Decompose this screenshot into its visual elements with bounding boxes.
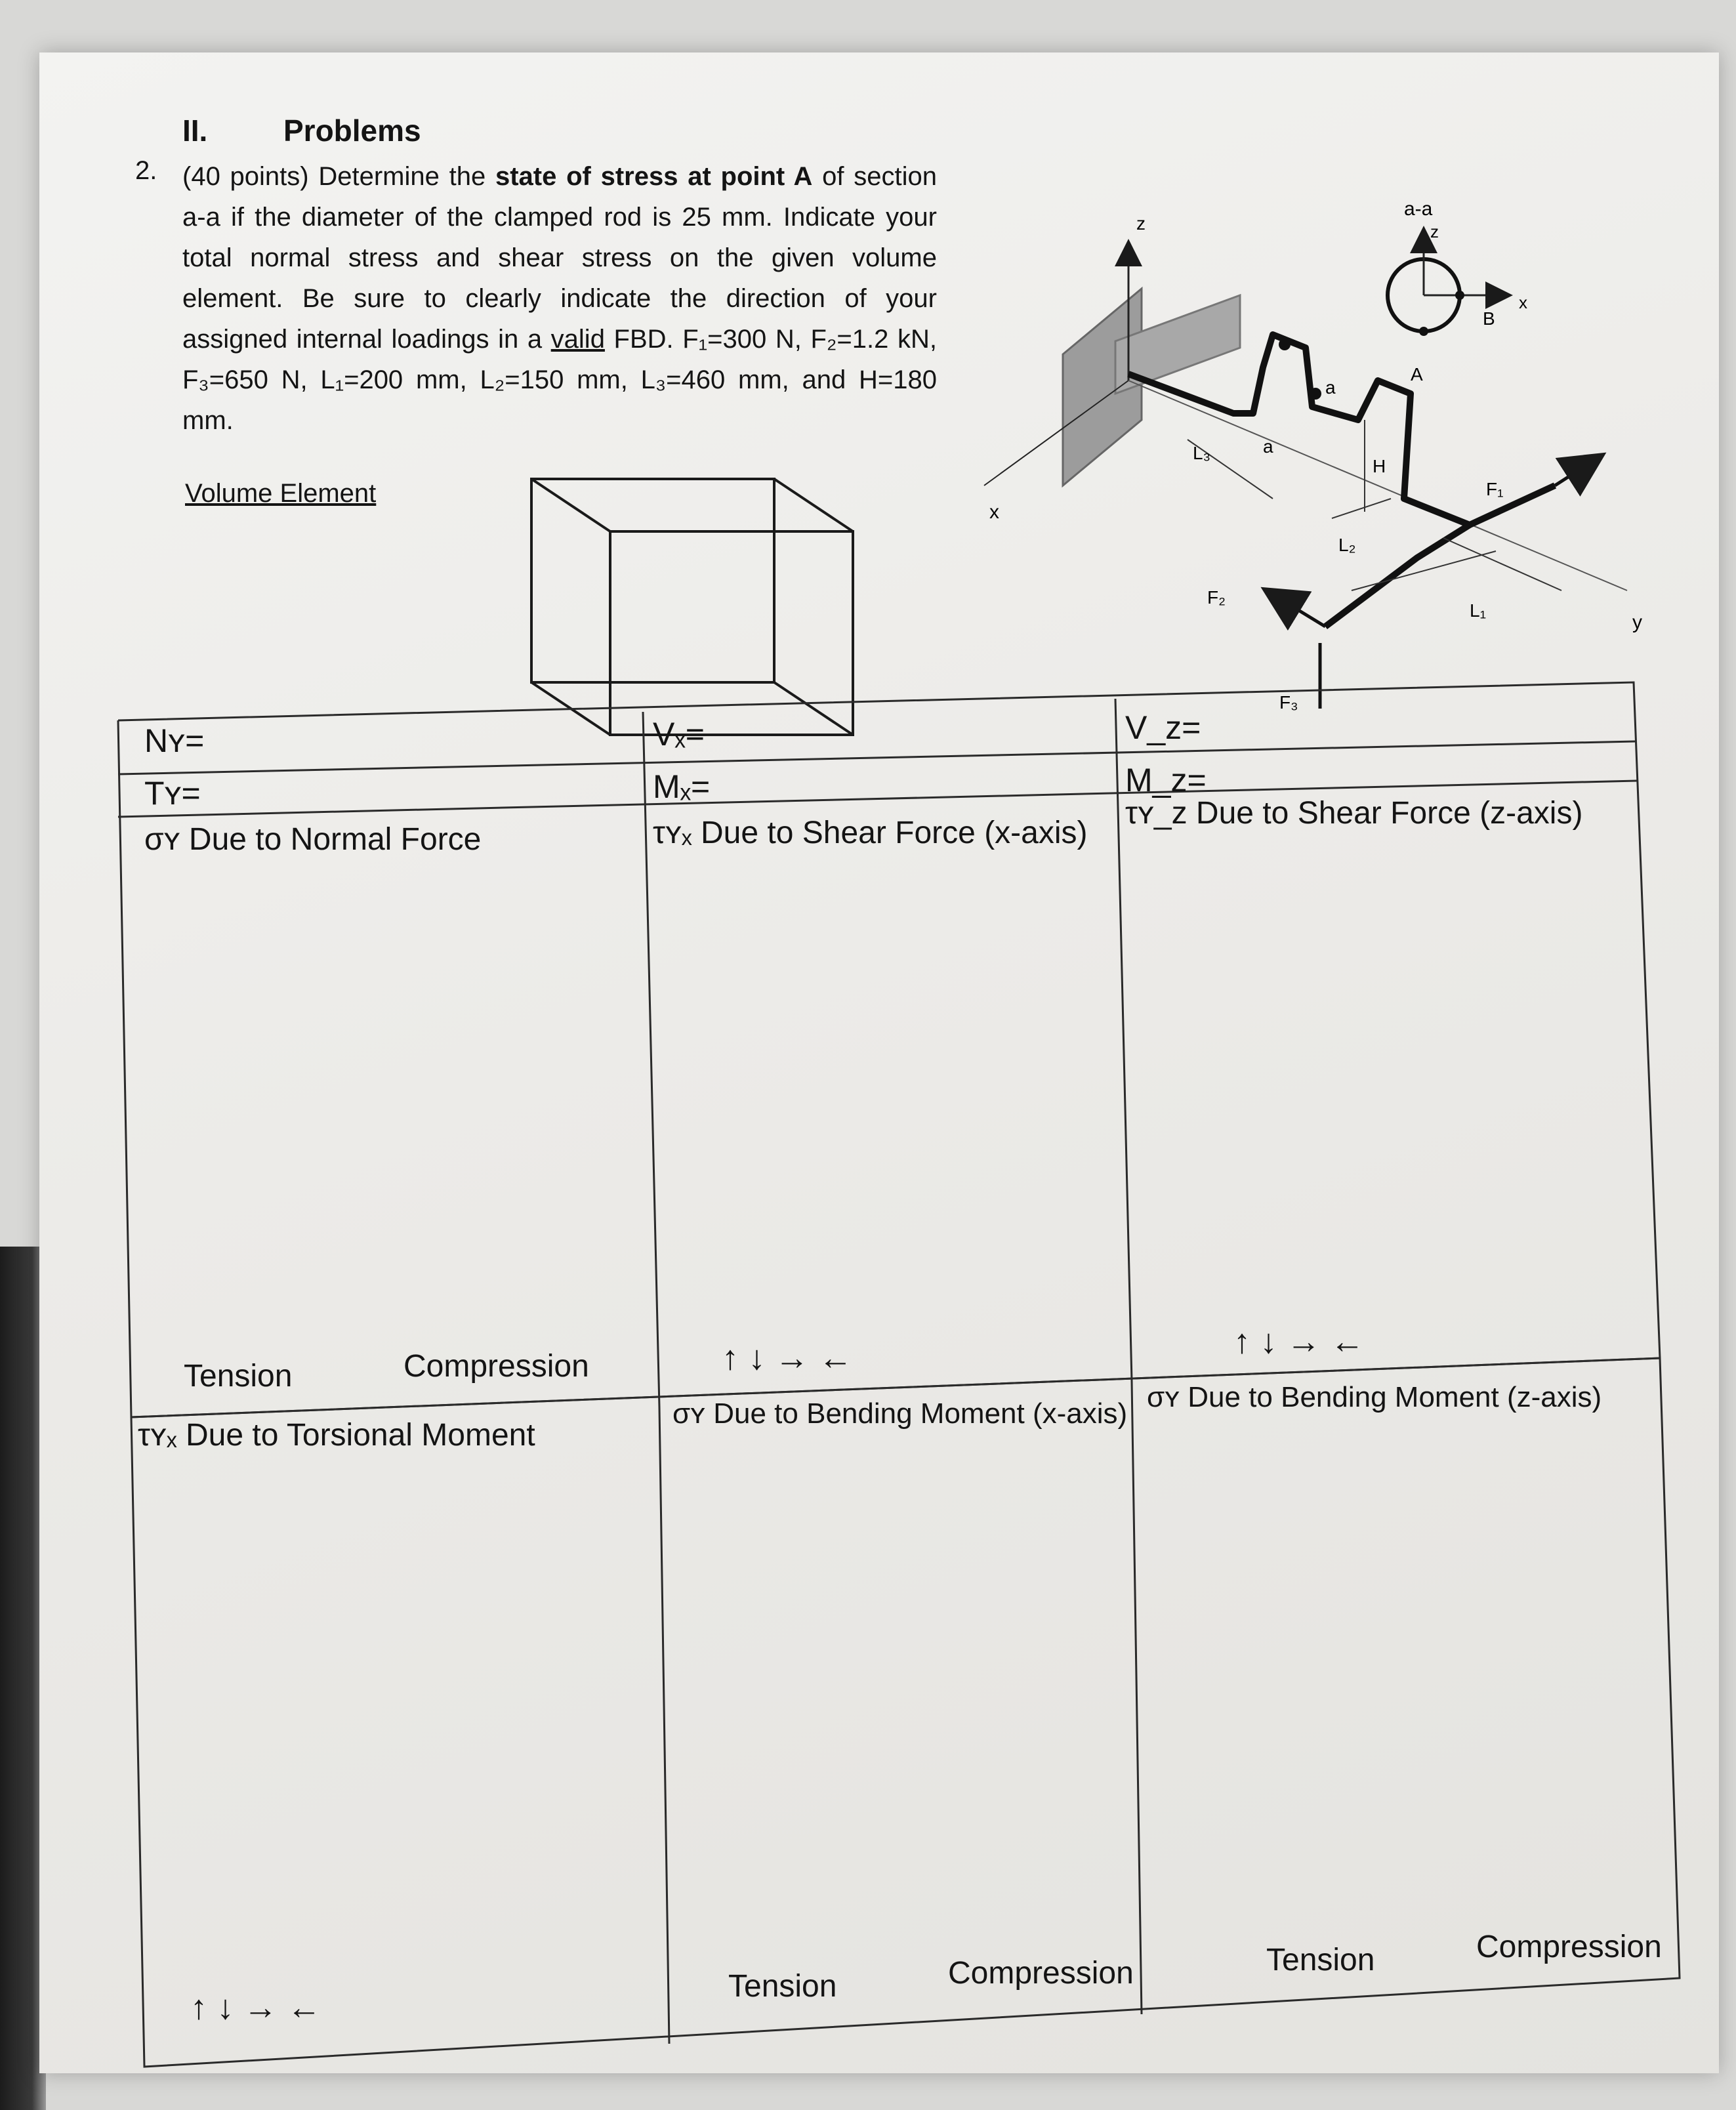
point-A-label: A (1411, 364, 1423, 384)
label-Mx: Mₓ= (653, 768, 711, 805)
label-Vx: Vₓ= (653, 716, 705, 753)
problem-statement: (40 points) Determine the state of stress at point A of section a-a if the diameter of the clamped rod is 25 mm. Indicate your total normal stress and shear stress on the given volume element. Be sure to clearly indicate the direction of your assigned internal loadings in a valid FBD. F₁=300 N, F₂=1.2 kN, F₃=650 N, L₁=200 mm, L₂=150 mm, L₃=460 mm, and H=180 mm. (182, 162, 937, 435)
header-shear-z: τʏ_z Due to Shear Force (z-axis) (1125, 796, 1583, 831)
c3-direction-arrows[interactable]: ↑ ↓ → ← (1233, 1323, 1365, 1361)
label-Ny: Nʏ= (144, 722, 205, 759)
section-z-label: z (1430, 222, 1439, 241)
header-bending-z: σʏ Due to Bending Moment (z-axis) (1147, 1381, 1602, 1413)
x-axis-label: x (989, 501, 999, 523)
point-B-label: B (1483, 308, 1495, 329)
dim-L2: L₂ (1338, 535, 1356, 555)
section-aa-title: a-a (1404, 198, 1433, 220)
table-grid (39, 52, 1719, 2073)
c2-tension[interactable]: Tension (728, 1969, 837, 2004)
worksheet-page (39, 52, 1719, 2073)
problem-emphasis: state of stress at point A (495, 162, 813, 191)
label-Mz: M_z= (1125, 762, 1207, 798)
c2-compression[interactable]: Compression (948, 1956, 1134, 1991)
force-F2-label: F₂ (1207, 587, 1226, 608)
dim-L3: L₃ (1193, 443, 1210, 463)
section-mark-a1: a (1263, 436, 1273, 457)
volume-element-label: Volume Element (185, 479, 377, 508)
dim-L1: L₁ (1470, 600, 1487, 621)
label-Vz: V_z= (1125, 709, 1201, 746)
valid-word: valid (550, 325, 605, 354)
c3-compression[interactable]: Compression (1476, 1930, 1662, 1964)
section-mark-a2: a (1325, 377, 1336, 398)
torsion-direction-arrows[interactable]: ↑ ↓ → ← (190, 1989, 321, 2027)
force-F1-label: F₁ (1486, 479, 1504, 499)
c1-compression[interactable]: Compression (403, 1349, 589, 1384)
problem-number: 2. (135, 156, 157, 185)
section-title: Problems (283, 114, 421, 148)
label-Ty: Tʏ= (144, 775, 201, 812)
section-number: II. (182, 114, 208, 148)
dim-H: H (1373, 456, 1386, 476)
section-x-label: x (1519, 293, 1527, 312)
c1-tension[interactable]: Tension (184, 1359, 293, 1394)
header-normal-force: σʏ Due to Normal Force (144, 822, 482, 857)
header-bending-x: σʏ Due to Bending Moment (x-axis) (672, 1397, 1128, 1430)
y-axis-label: y (1632, 611, 1642, 633)
z-axis-label: z (1136, 213, 1146, 234)
force-F3-label: F₃ (1279, 692, 1298, 713)
c2-direction-arrows[interactable]: ↑ ↓ → ← (722, 1339, 853, 1377)
c3-tension[interactable]: Tension (1266, 1943, 1375, 1977)
header-torsion: τʏₓ Due to Torsional Moment (138, 1418, 535, 1453)
header-shear-x: τʏₓ Due to Shear Force (x-axis) (653, 816, 1088, 850)
